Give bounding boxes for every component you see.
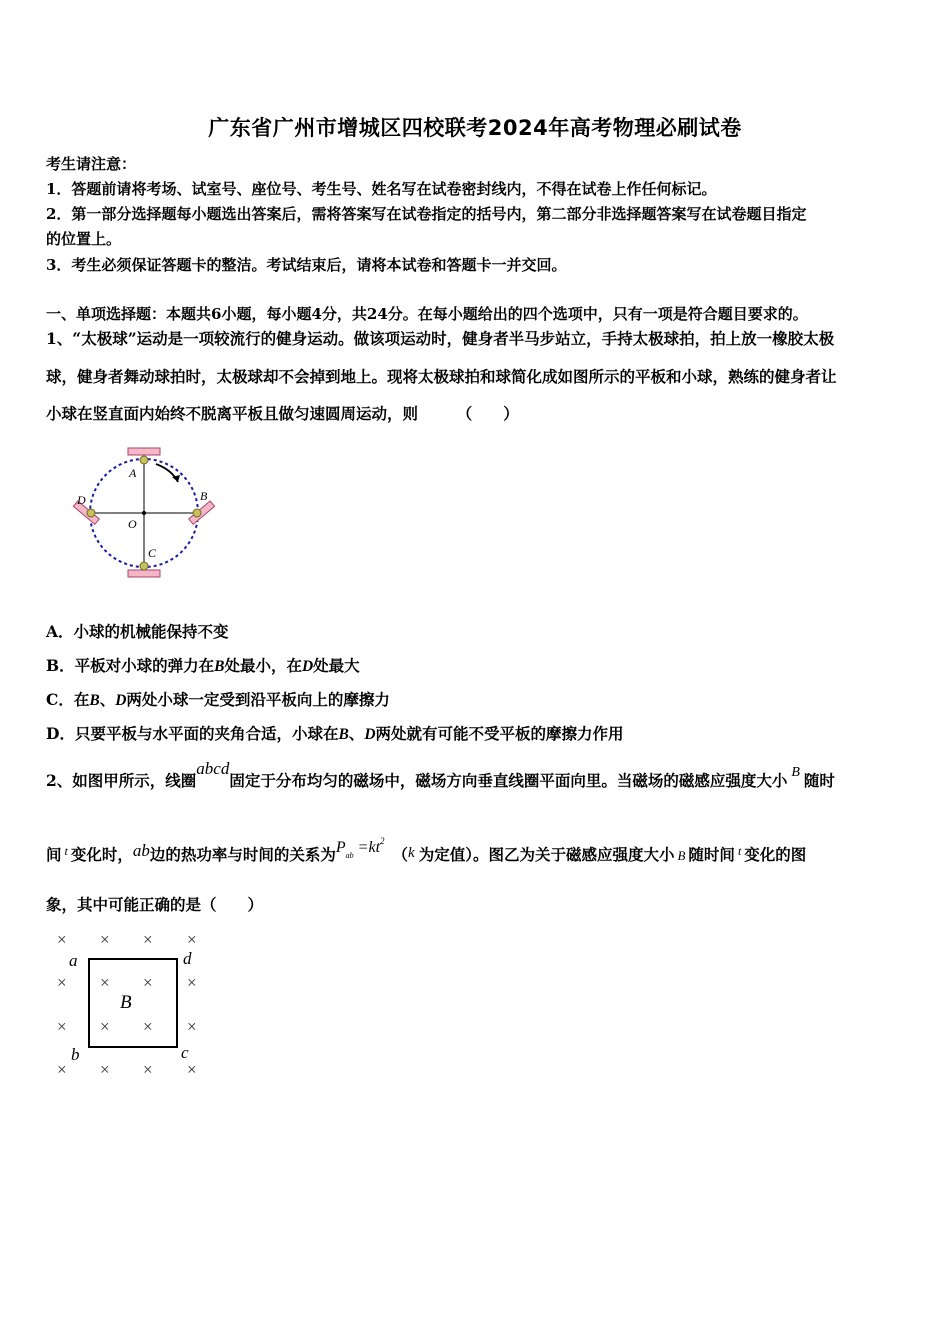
section-heading: 一、单项选择题：本题共6小题，每小题4分，共24分。在每小题给出的四个选项中，只有一项是符合题目要求的。: [46, 305, 808, 323]
cross: ×: [100, 1017, 110, 1036]
q1-line-3: 小球在竖直面内始终不脱离平板且做匀速圆周运动，则 （ ）: [46, 404, 519, 423]
cross: ×: [187, 1060, 197, 1079]
label-coil-d: d: [183, 949, 192, 968]
q2-var-b2: B: [677, 848, 686, 863]
q2-p-sub: ab: [345, 851, 354, 860]
label-d: D: [77, 493, 86, 507]
q2-p: P: [335, 839, 346, 856]
q1-option-c: [46, 688, 390, 710]
notice-heading: 考生请注意：: [46, 155, 137, 173]
cross: ×: [187, 973, 197, 992]
q2-l2-e: 为定值）。图乙为关于磁感应强度大小: [418, 845, 675, 864]
notice-item-2: 2．第一部分选择题每小题选出答案后，需将答案写在试卷指定的括号内，第二部分非选择题答案写在试卷题目指定: [46, 205, 807, 223]
option-b-text-2: 处最小，在: [224, 656, 302, 675]
q2-l1-b: 固定于分布均匀的磁场中，磁场方向垂直线圈平面向里。当磁场的磁感应强度大小: [229, 771, 788, 790]
option-c-var-2: D: [115, 692, 127, 709]
label-coil-a: a: [69, 951, 78, 970]
label-o: O: [128, 517, 137, 531]
ball-a: [140, 456, 148, 464]
q2-l2-g: 变化的图: [744, 845, 807, 864]
rotation-arrow: [156, 464, 178, 482]
cross: ×: [100, 973, 110, 992]
option-c-var-1: B: [89, 692, 100, 709]
q2-l2-c: 边的热功率与时间的关系为: [149, 845, 336, 864]
label-c: C: [148, 546, 157, 560]
cross: ×: [57, 973, 67, 992]
q1-line-1: 1、“太极球”运动是一项较流行的健身运动。做该项运动时，健身者半马步站立，手持太极球拍，拍上放一橡胶太极: [46, 329, 835, 348]
option-d-text-3: 两处就有可能不受平板的摩擦力作用: [375, 724, 624, 743]
q2-ab: ab: [132, 841, 150, 860]
q2-var-t2: t: [737, 844, 742, 858]
q2-l2-f: 随时间: [688, 845, 735, 864]
option-b-text-3: 处最大: [313, 656, 360, 675]
cross: ×: [57, 1060, 67, 1079]
option-b-var-2: D: [301, 658, 314, 675]
cross: ×: [143, 930, 153, 949]
option-d-var-2: D: [364, 726, 376, 743]
ball-d: [87, 509, 95, 517]
q2-eq: =kt: [357, 839, 381, 856]
cross: ×: [143, 1060, 153, 1079]
cross: ×: [57, 1017, 67, 1036]
notice-item-1: 1．答题前请将考场、试室号、座位号、考生号、姓名写在试卷密封线内，不得在试卷上作任何标记。: [46, 180, 717, 198]
q2-sq: 2: [380, 836, 385, 846]
q2-l2-b: 变化时，: [70, 845, 133, 864]
q2-abcd: abcd: [196, 759, 230, 778]
ball-c: [140, 562, 148, 570]
option-b-text-1: B．平板对小球的弹力在: [46, 656, 215, 675]
q1-option-b: [46, 654, 360, 676]
cross: ×: [187, 1017, 197, 1036]
cross: ×: [187, 930, 197, 949]
q2-line-1: [46, 759, 835, 791]
q2-l2-d: （: [392, 845, 409, 864]
q2-l1-a: 2、如图甲所示，线圈: [46, 771, 197, 790]
q1-option-a: A．小球的机械能保持不变: [46, 622, 229, 641]
q1-option-d: [46, 722, 624, 744]
option-c-text-1: C．在: [46, 690, 90, 709]
option-b-var-1: B: [214, 658, 225, 675]
ball-b: [193, 509, 201, 517]
q2-var-b: B: [791, 765, 800, 780]
q2-line-3: 象，其中可能正确的是（ ）: [46, 895, 264, 914]
q2-l2-a: 间: [46, 845, 62, 864]
page-title: 广东省广州市增城区四校联考2024年高考物理必刷试卷: [208, 116, 742, 140]
option-d-var-1: B: [338, 726, 349, 743]
cross: ×: [143, 1017, 153, 1036]
option-c-text-3: 两处小球一定受到沿平板向上的摩擦力: [126, 690, 390, 709]
coil-figure: [50, 928, 215, 1083]
q2-var-k: k: [408, 845, 415, 861]
label-b: B: [200, 489, 208, 503]
option-d-text-1: D．只要平板与水平面的夹角合适，小球在: [46, 724, 339, 743]
notice-item-2-cont: 的位置上。: [46, 230, 122, 248]
plate-c: [128, 570, 160, 577]
option-c-text-2: 、: [99, 690, 116, 709]
notice-item-3: 3．考生必须保证答题卡的整洁。考试结束后，请将本试卷和答题卡一并交回。: [46, 256, 567, 274]
q2-var-t: t: [64, 844, 68, 858]
cross: ×: [100, 930, 110, 949]
q2-line-2: [46, 836, 807, 865]
label-coil-b: b: [71, 1045, 80, 1064]
plate-a: [128, 448, 160, 455]
q1-line-2: 球，健身者舞动球拍时，太极球却不会掉到地上。现将太极球拍和球简化成如图所示的平板和小球，熟练的健身者让: [46, 367, 837, 386]
q2-l1-c: 随时: [803, 771, 835, 790]
label-field-b: B: [120, 992, 132, 1013]
option-d-text-2: 、: [348, 724, 365, 743]
cross: ×: [143, 973, 153, 992]
taiji-figure: [68, 442, 228, 582]
cross: ×: [57, 930, 67, 949]
label-coil-c: c: [181, 1043, 189, 1062]
cross: ×: [100, 1060, 110, 1079]
label-a: A: [129, 466, 137, 480]
center-point: [142, 511, 146, 515]
